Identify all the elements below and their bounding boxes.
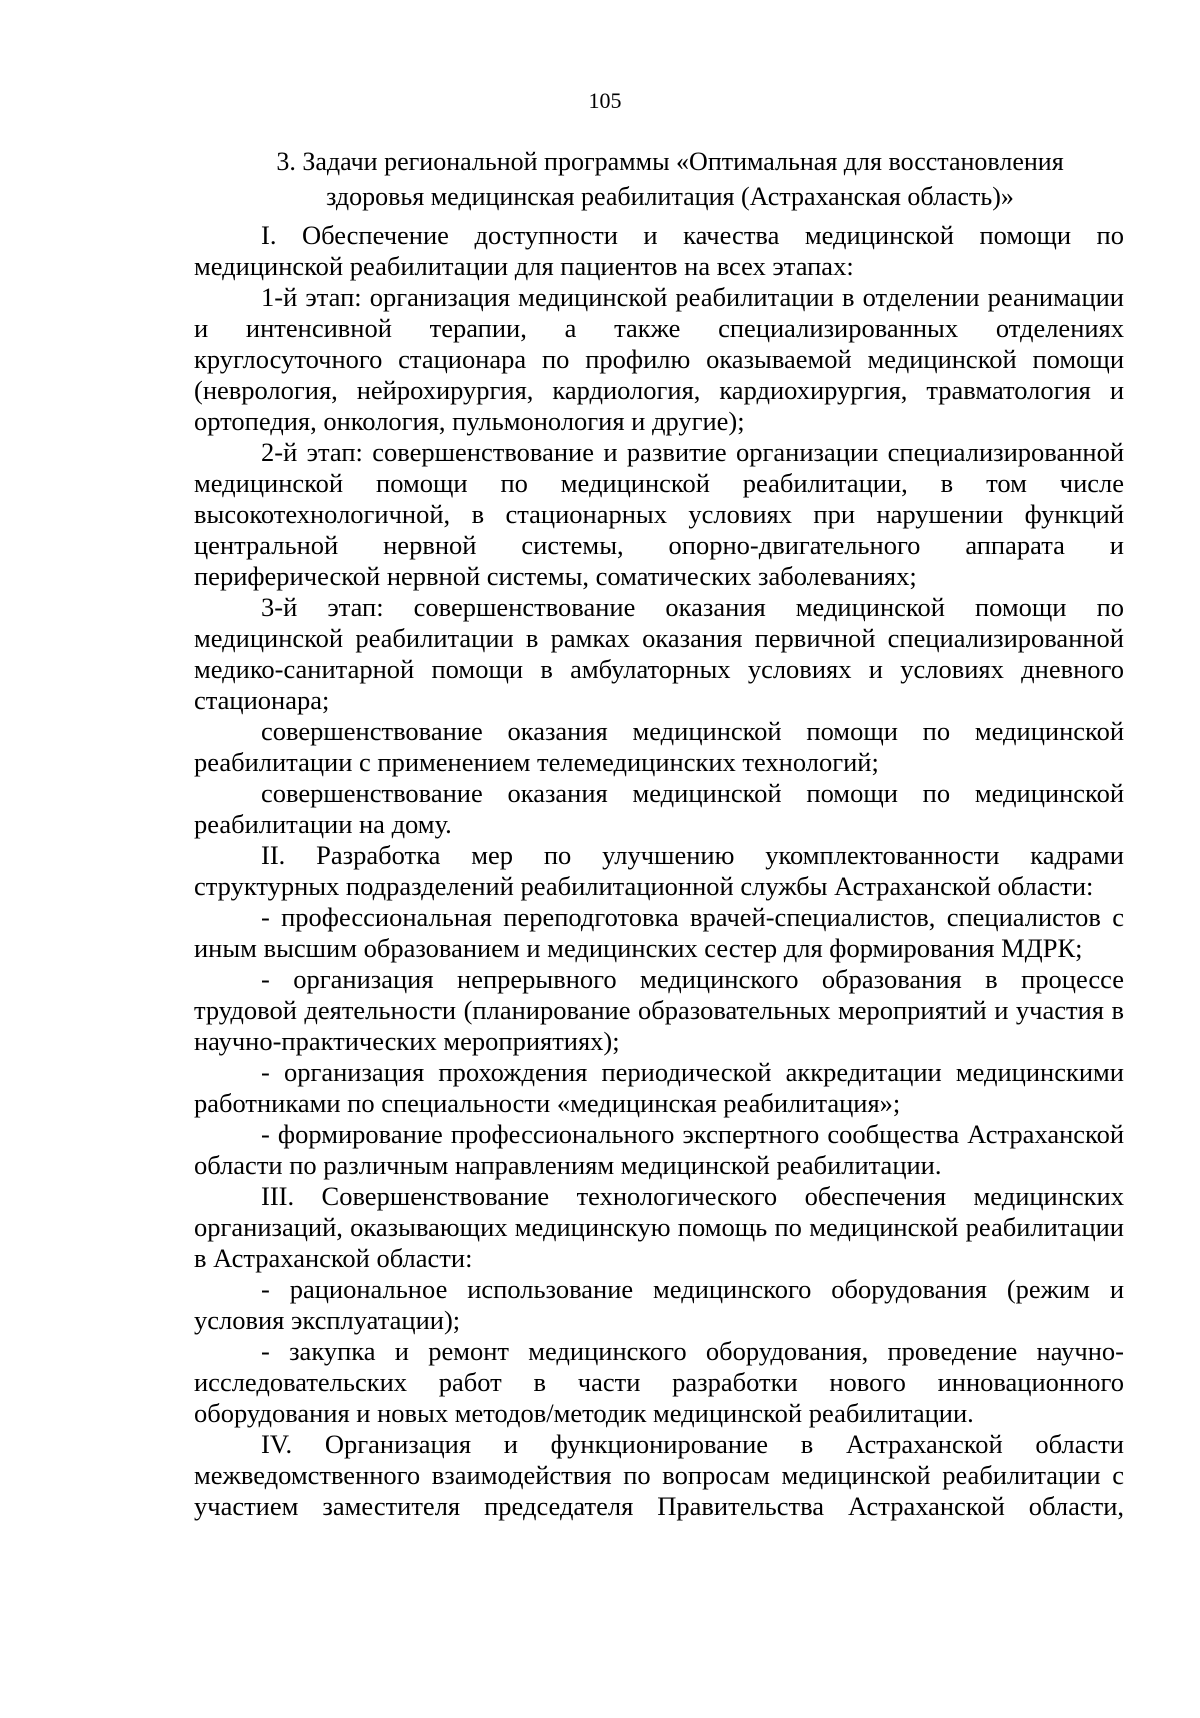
list-item-accreditation: - организация прохождения периодической аккредитации медицинскими работниками по специальности «медицинская реабилитация»;	[194, 1057, 1124, 1118]
list-item-expert-community: - формирование профессионального экспертного сообщества Астраханской области по различным направлениям медицинской реабилитации.	[194, 1119, 1124, 1180]
paragraph-stage-1: 1-й этап: организация медицинской реабилитации в отделении реанимации и интенсивной терапии, а также специализированных отделениях круглосуточного стационара по профилю оказываемой медицинской помощи (неврология, нейрохирургия, кардиология, кардиохирургия, травматология и ортопедия, онкология, пульмонология и другие);	[194, 282, 1124, 436]
body-text	[194, 220, 1124, 1522]
list-item-retraining: - профессиональная переподготовка врачей-специалистов, специалистов с иным высшим образованием и медицинских сестер для формирования МДРК;	[194, 902, 1124, 963]
page-number: 105	[588, 88, 622, 113]
list-item-equipment-use: - рациональное использование медицинского оборудования (режим и условия эксплуатации);	[194, 1274, 1124, 1335]
section-heading-line-1: 3. Задачи региональной программы «Оптимальная для восстановления	[276, 147, 1064, 176]
paragraph-home-rehabilitation: совершенствование оказания медицинской помощи по медицинской реабилитации на дому.	[194, 778, 1124, 839]
paragraph-stage-2: 2-й этап: совершенствование и развитие организации специализированной медицинской помощи по медицинской реабилитации, в том числе высокотехнологичной, в стационарных условиях при нарушении функций центральной нервной системы, опорно-двигательного аппарата и периферической нервной системы, соматических заболеваниях;	[194, 437, 1124, 591]
section-heading	[240, 144, 1100, 214]
section-heading-line-2: здоровья медицинская реабилитация (Астраханская область)»	[326, 182, 1014, 211]
paragraph-goal-2: II. Разработка мер по улучшению укомплектованности кадрами структурных подразделений реабилитационной службы Астраханской области:	[194, 840, 1124, 901]
list-item-equipment-purchase: - закупка и ремонт медицинского оборудования, проведение научно-исследовательских работ в части разработки нового инновационного оборудования и новых методов/методик медицинской реабилитации.	[194, 1336, 1124, 1428]
paragraph-stage-3: 3-й этап: совершенствование оказания медицинской помощи по медицинской реабилитации в рамках оказания первичной специализированной медико-санитарной помощи в амбулаторных условиях и условиях дневного стационара;	[194, 592, 1124, 715]
list-item-continuous-education: - организация непрерывного медицинского образования в процессе трудовой деятельности (планирование образовательных мероприятий и участия в научно-практических мероприятиях);	[194, 964, 1124, 1056]
paragraph-goal-3: III. Совершенствование технологического обеспечения медицинских организаций, оказывающих медицинскую помощь по медицинской реабилитации в Астраханской области:	[194, 1181, 1124, 1273]
paragraph-goal-4: IV. Организация и функционирование в Астраханской области межведомственного взаимодействия по вопросам медицинской реабилитации с участием заместителя председателя Правительства Астраханской области,	[194, 1429, 1124, 1521]
paragraph-goal-1: I. Обеспечение доступности и качества медицинской помощи по медицинской реабилитации для пациентов на всех этапах:	[194, 220, 1124, 281]
paragraph-telemedicine: совершенствование оказания медицинской помощи по медицинской реабилитации с применением телемедицинских технологий;	[194, 716, 1124, 777]
